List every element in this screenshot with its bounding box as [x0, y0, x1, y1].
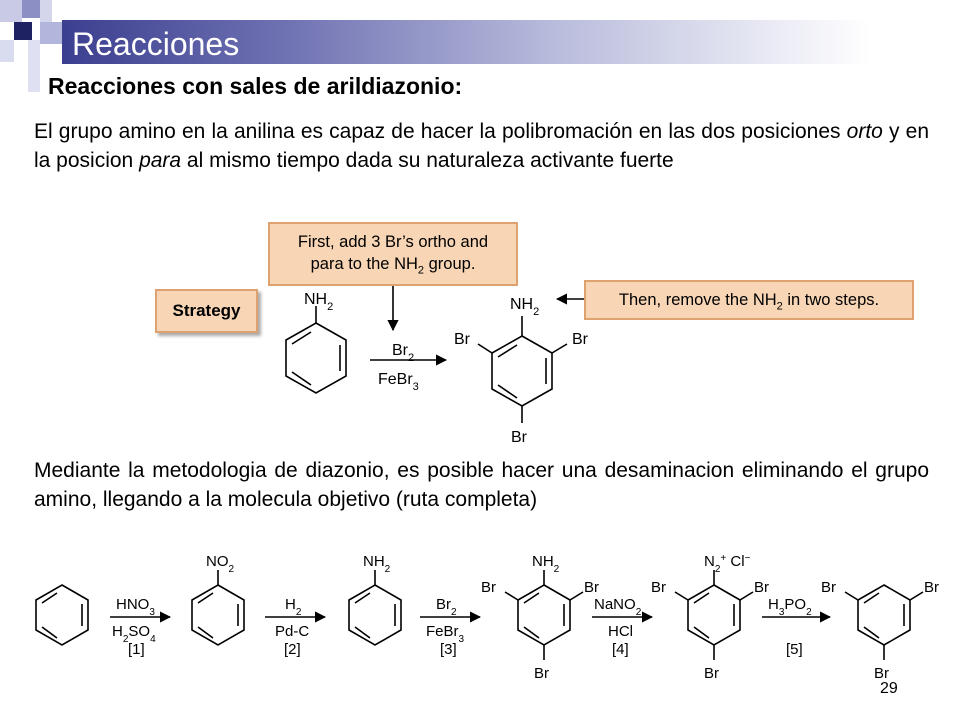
- step3-bottom: FeBr$_3$: [426, 623, 465, 645]
- step1-bottom: $H_2SO_4$: [112, 623, 156, 645]
- route-br-3b: Br: [584, 579, 599, 596]
- slide-title: Reacciones: [72, 26, 240, 62]
- step1-num: [1]: [128, 641, 145, 658]
- word-para: para: [139, 149, 182, 172]
- step3-num: [3]: [440, 641, 457, 658]
- route-br-3a: Br: [481, 579, 496, 596]
- aniline-nh2-label: $NH_2$: [304, 291, 334, 313]
- route-tribromobenzene: [845, 585, 923, 660]
- para-br: Br: [511, 429, 527, 446]
- step5-num: [5]: [786, 641, 803, 658]
- step5-top: $H_3PO_2$: [768, 596, 812, 618]
- tribromoaniline-nh2-label: $NH_2$: [510, 296, 540, 318]
- strategy-label: Strategy: [155, 289, 258, 333]
- ortho-br-right: Br: [572, 331, 588, 348]
- ortho-br-left: Br: [454, 331, 470, 348]
- no2-label: $NO_2$: [206, 553, 235, 575]
- step1-top: $HNO_3$: [116, 596, 155, 618]
- step3-top: $Br_2$: [436, 596, 457, 618]
- paragraph-part-b: y en la posicion: [34, 120, 929, 172]
- route-br-3c: Br: [534, 665, 549, 682]
- slide-subtitle: Reacciones con sales de arildiazonio:: [48, 73, 463, 99]
- word-orto: orto: [846, 120, 883, 143]
- paragraph-part-c: al mismo tiempo dada su naturaleza activante fuerte: [181, 149, 674, 172]
- route-br-5a: Br: [821, 579, 836, 596]
- step4-num: [4]: [612, 641, 629, 658]
- paragraph-desaminacion: Mediante la metodologia de diazonio, es posible hacer una desaminacion eliminando el grupo amino, llegando a la molecula objetivo (ruta completa): [34, 459, 929, 511]
- route-tribromoaniline: [505, 570, 583, 660]
- step2-bottom: Pd-C: [275, 623, 310, 640]
- diazonium-label: $N_2^+$ Cl−: [704, 552, 751, 575]
- route-br-4c: Br: [704, 665, 719, 682]
- aniline-ring: [286, 306, 346, 393]
- route-nh2-label-2: $NH_2$: [532, 553, 560, 575]
- tribromoaniline-ring: [478, 316, 567, 423]
- route-nh2-label-1: $NH_2$: [363, 553, 391, 575]
- route-br-5c: Br: [874, 665, 889, 682]
- strategy-reagent-top: $Br_2$: [392, 342, 415, 364]
- route-br-4b: Br: [754, 579, 769, 596]
- route-aniline: [349, 570, 401, 645]
- callout-first-line2: para to the $NH_2$ group.: [310, 255, 476, 277]
- step2-num: [2]: [284, 641, 301, 658]
- callout-first-line1: First, add 3 Br’s ortho and: [297, 233, 489, 251]
- route-benzene: [36, 585, 88, 645]
- route-nitrobenzene: [192, 570, 244, 645]
- step2-top: $H_2$: [285, 596, 302, 618]
- step4-top: NaNO$_2$: [594, 596, 642, 618]
- route-br-4a: Br: [651, 579, 666, 596]
- strategy-reagent-bottom: FeBr$_3$: [378, 371, 419, 393]
- callout-then-remove-nh2: Then, remove the $NH_2$ in two steps.: [584, 280, 914, 320]
- step4-bottom: HCl: [608, 623, 633, 640]
- route-diazonium-salt: [675, 570, 753, 660]
- route-br-5b: Br: [924, 579, 939, 596]
- page-number: 29: [880, 680, 898, 697]
- paragraph-part-a: El grupo amino en la anilina es capaz de hacer la polibromación en las dos posiciones: [34, 120, 847, 143]
